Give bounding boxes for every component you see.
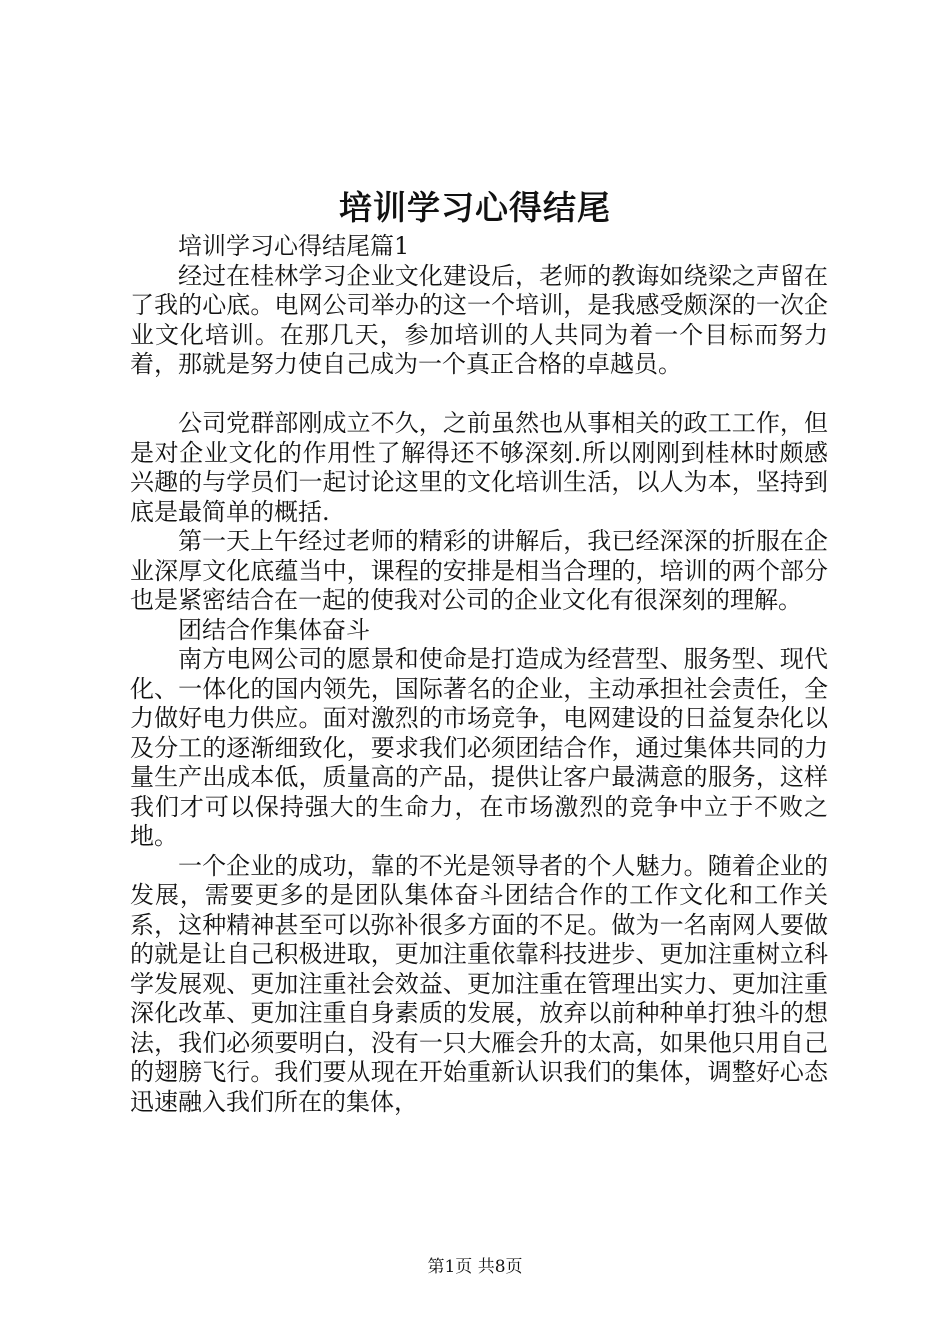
page-number-footer: 第1页 共8页 (427, 1257, 523, 1277)
document-body (130, 232, 828, 1117)
paragraph: 公司党群部刚成立不久，之前虽然也从事相关的政工工作，但是对企业文化的作用性了解得还不够深刻.所以刚刚到桂林时颇感兴趣的与学员们一起讨论这里的文化培训生活，以人为本，坚持到底是最简单的概括. (130, 409, 828, 526)
paragraph: 第一天上午经过老师的精彩的讲解后，我已经深深的折服在企业深厚文化底蕴当中，课程的安排是相当合理的，培训的两个部分也是紧密结合在一起的使我对公司的企业文化有很深刻的理解。 (130, 527, 828, 614)
document-title: 培训学习心得结尾 (339, 188, 611, 227)
paragraph: 南方电网公司的愿景和使命是打造成为经营型、服务型、现代化、一体化的国内领先，国际著名的企业，主动承担社会责任，全力做好电力供应。面对激烈的市场竞争，电网建设的日益复杂化以及分工的逐渐细致化，要求我们必须团结合作，通过集体共同的力量生产出成本低，质量高的产品，提供让客户最满意的服务，这样我们才可以保持强大的生命力，在市场激烈的竞争中立于不败之地。 (130, 645, 828, 850)
subheading: 团结合作集体奋斗 (178, 615, 370, 644)
paragraph: 经过在桂林学习企业文化建设后，老师的教诲如绕梁之声留在了我的心底。电网公司举办的这一个培训，是我感受颇深的一次企业文化培训。在那几天，参加培训的人共同为着一个目标而努力着，那就是努力使自己成为一个真正合格的卓越员。 (130, 261, 828, 378)
section-heading: 培训学习心得结尾篇1 (178, 232, 410, 260)
paragraph: 一个企业的成功，靠的不光是领导者的个人魅力。随着企业的发展，需要更多的是团队集体奋斗团结合作的工作文化和工作关系，这种精神甚至可以弥补很多方面的不足。做为一名南网人要做的就是让自己积极进取，更加注重依靠科技进步、更加注重树立科学发展观、更加注重社会效益、更加注重在管理出实力、更加注重深化改革、更加注重自身素质的发展，放弃以前种种单打独斗的想法，我们必须要明白，没有一只大雁会升的太高，如果他只用自己的翅膀飞行。我们要从现在开始重新认识我们的集体，调整好心态迅速融入我们所在的集体， (130, 851, 828, 1116)
